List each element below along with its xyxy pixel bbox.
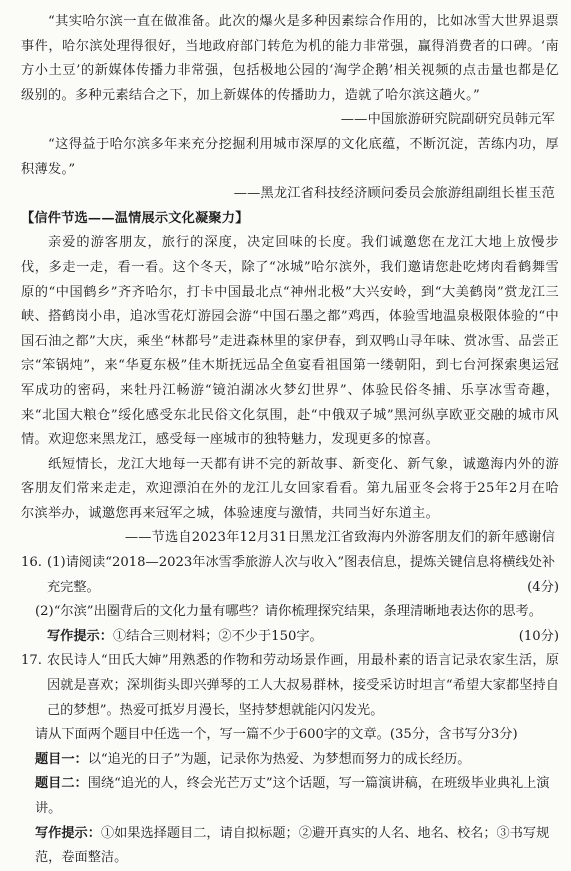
q16-number: 16. (21, 555, 42, 571)
letter-source: ——节选自2023年12月31日黑龙江省致海内外游客朋友们的新年感谢信 (124, 530, 555, 546)
q17-intro: 农民诗人“田氏大婶”用熟悉的作物和劳动场景作画，用最朴素的语言记录农家生活，原因就是喜欢；深圳街头即兴弹琴的工人大叔易群林，接受采访时坦言“希望大家都坚持自己的梦想”。热爱可抵岁月漫长，坚持梦想就能闪闪发光。 (47, 653, 559, 718)
q16-hint-text: ①结合三则材料；②不少于150字。 (112, 628, 323, 644)
q16-sub1 (47, 551, 559, 600)
question-17 (21, 649, 559, 870)
q17-hint-text: ①如果选择题目二，请自拟标题；②避开真实的人名、地名、校名；③书写规范，卷面整洁。 (35, 825, 550, 866)
quote-1-text: “其实哈尔滨一直在做准备。此次的爆火是多种因素综合作用的，比如冰雪大世界退票事件，哈尔滨处理得很好，当地政府部门转危为机的能力非常强，赢得消费者的口碑。‘南方小土豆’的新媒体传播力非常强，包括极地公园的‘淘学企鹅’相关视频的点击量也都是亿级别的。多种元素结合之下，加上新媒体的传播助力，造就了哈尔滨这趟火。” (21, 14, 559, 103)
q16-sub1-score: (4分) (527, 579, 559, 595)
quote-2-source: ——黑龙江省科技经济顾问委员会旅游组副组长崔玉范 (233, 186, 555, 202)
q17-topic-2 (35, 772, 559, 821)
letter-paragraph-2: 纸短情长，龙江大地每一天都有讲不完的新故事、新变化、新气象，诚邀海内外的游客朋友们常来走走，欢迎漂泊在外的龙江儿女回家看看。第九届亚冬会将于25年2月在哈尔滨举办，诚邀您再来冠军之城，体验速度与激情，共同当好东道主。 (21, 456, 559, 521)
q17-topic1-label: 题目一： (35, 751, 88, 767)
q16-sub1-text: 请阅读“2018—2023年冰雪季旅游人次与收入”图表信息，提炼关键信息将横线处补充完整。 (47, 555, 556, 595)
quote-2-text: “这得益于哈尔滨多年来充分挖掘利用城市深厚的文化底蕴，不断沉淀，苦练内功，厚积薄发。” (21, 136, 559, 177)
q16-sub2-text: “尔滨”出圈背后的文化力量有哪些？请你梳理探究结果，条理清晰地表达你的思考。 (53, 604, 542, 620)
q16-sub1-label: (1) (47, 555, 66, 571)
q17-topic1-text: 以“追光的日子”为题，记录你为热爱、为梦想而努力的成长经历。 (87, 751, 471, 767)
q16-hint-label: 写作提示： (47, 628, 113, 644)
letter-paragraph-1: 亲爱的游客朋友，旅行的深度，决定回味的长度。我们诚邀您在龙江大地上放慢步伐，多走一走，看一看。这个冬天，除了“冰城”哈尔滨外，我们邀请您赴吃烤肉看鹤舞雪原的“中国鹤乡”齐齐哈尔，打卡中国最北点“神州北极”大兴安岭，到“大美鹤岗”赏龙江三峡、搭鹤岗小串，追冰雪花灯游园会游“中国石墨之都”鸡西，体验雪地温泉极限体验的“中国石油之都”大庆，乘坐“林都号”走进森林里的家伊春，到双鸭山寻年味、赏冰雪、品尝正宗“笨锅炖”，来“华夏东极”佳木斯抚远品全鱼宴看祖国第一缕朝阳，到七台河探索奥运冠军成功的密码，来牡丹江畅游“镜泊湖冰火梦幻世界”、体验民俗冬捕、乐享冰雪奇趣，来“北国大粮仓”绥化感受东北民俗文化氛围，赴“中俄双子城”黑河纵享欧亚交融的城市风情。欢迎您来黑龙江，感受每一座城市的独特魅力，发现更多的惊喜。 (21, 235, 559, 448)
q17-hint-label: 写作提示： (35, 825, 101, 841)
q17-number: 17. (21, 653, 42, 669)
q17-hint (35, 822, 559, 871)
q16-hint (47, 625, 559, 650)
q16-sub2-score: (10分) (518, 628, 559, 644)
question-16 (21, 551, 559, 649)
quote-1-source: ——中国旅游研究院副研究员韩元军 (340, 112, 555, 128)
q16-sub2-label: (2) (35, 604, 54, 620)
q17-topic2-label: 题目二： (35, 776, 88, 792)
q17-topic-1 (35, 748, 559, 773)
q17-topic2-text: 围绕“追光的人，终会光芒万丈”这个话题，写一篇演讲稿，在班级毕业典礼上演讲。 (35, 776, 550, 816)
q17-instruction: 请从下面两个题目中任选一个，写一篇不少于600字的文章。(35分，含书写分3分) (35, 727, 518, 743)
section-title: 【信件节选——温情展示文化凝聚力】 (21, 210, 249, 226)
